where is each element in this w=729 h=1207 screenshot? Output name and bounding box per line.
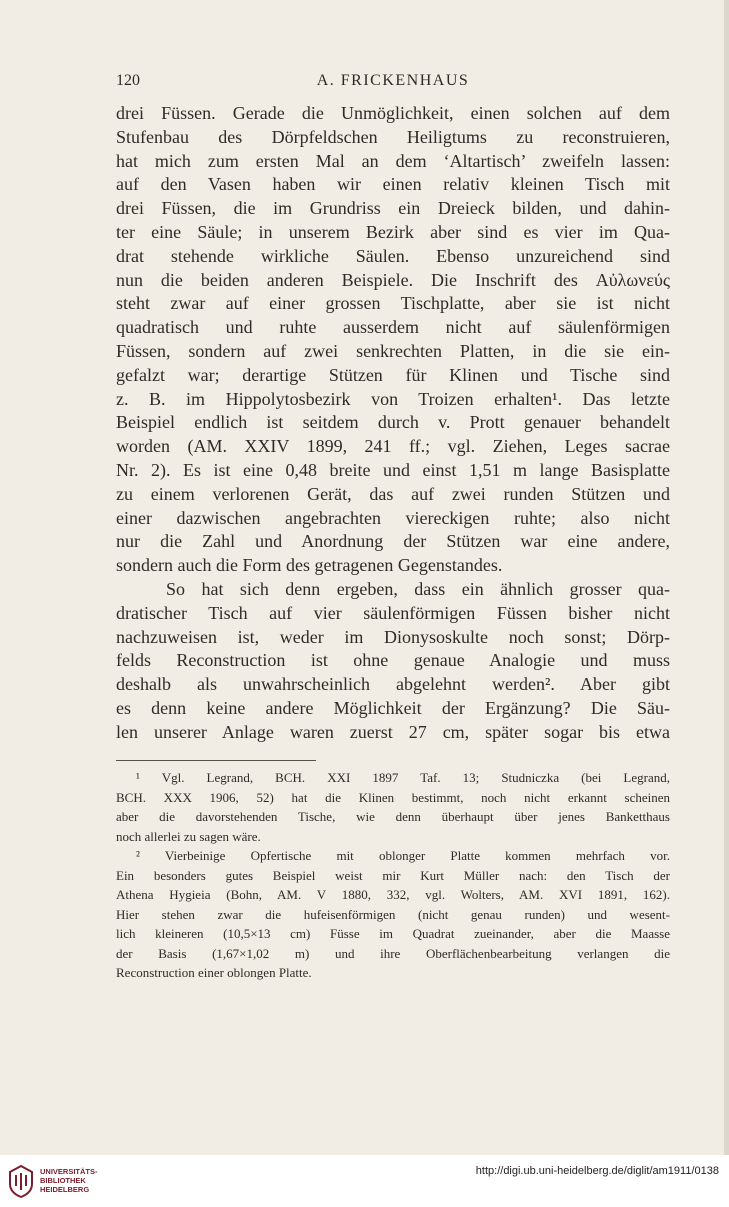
body-line: felds Reconstruction ist ohne genaue Analogie und muss bbox=[116, 650, 670, 671]
body-line: z. B. im Hippolytosbezirk von Troizen erhalten¹. Das letzte bbox=[116, 388, 670, 409]
body-line: Nr. 2). Es ist eine 0,48 breite und einst 1,51 m lange Basisplatte bbox=[116, 459, 670, 480]
body-line: deshalb als unwahrscheinlich abgelehnt werden². Aber gibt bbox=[116, 674, 670, 695]
footnote-line: lich kleineren (10,5×13 cm) Füsse im Quadrat zueinander, aber die Maasse bbox=[116, 926, 670, 941]
body-line: Stufenbau des Dörpfeldschen Heiligtums zu reconstruieren, bbox=[116, 126, 670, 147]
footnote-line: noch allerlei zu sagen wäre. bbox=[116, 828, 261, 844]
footnote-line: ¹ Vgl. Legrand, BCH. XXI 1897 Taf. 13; Studniczka (bei Legrand, bbox=[136, 770, 670, 785]
body-text bbox=[116, 102, 670, 745]
body-line: einer dazwischen angebrachten viereckigen ruhte; also nicht bbox=[116, 507, 670, 528]
library-logo-icon bbox=[8, 1164, 34, 1198]
footnotes bbox=[116, 768, 670, 983]
page-number: 120 bbox=[116, 72, 140, 89]
library-logo-text: UNIVERSITÄTS- BIBLIOTHEK HEIDELBERG bbox=[40, 1167, 98, 1194]
body-line: nun die beiden anderen Beispiele. Die Inschrift des Αὐλωνεύς bbox=[116, 269, 670, 290]
footnote-line: BCH. XXX 1906, 52) hat die Klinen bestimmt, noch nicht erkannt scheinen bbox=[116, 789, 670, 805]
body-line: hat mich zum ersten Mal an dem ‘Altartisch’ zweifeln lassen: bbox=[116, 150, 670, 171]
body-line: nur die Zahl und Anordnung der Stützen war eine andere, bbox=[116, 531, 670, 552]
body-line: dratischer Tisch auf vier säulenförmigen Füssen bisher nicht bbox=[116, 602, 670, 623]
page-header bbox=[116, 72, 670, 94]
body-line: sondern auch die Form des getragenen Gegenstandes. bbox=[116, 555, 503, 576]
footnote-line: Hier stehen zwar die hufeisenförmigen (nicht genau runden) und wesent- bbox=[116, 906, 670, 922]
footnote-line: Ein besonders gutes Beispiel weist mir Kurt Müller nach: den Tisch der bbox=[116, 867, 670, 883]
running-head: A. FRICKENHAUS bbox=[316, 72, 470, 89]
body-line: steht zwar auf einer grossen Tischplatte, aber sie ist nicht bbox=[116, 293, 670, 314]
footnote-line: der Basis (1,67×1,02 m) und ihre Oberflächenbearbeitung verlangen die bbox=[116, 945, 670, 961]
body-line: drei Füssen. Gerade die Unmöglichkeit, einen solchen auf dem bbox=[116, 103, 670, 123]
footnote-line: Athena Hygieia (Bohn, AM. V 1880, 332, vgl. Wolters, AM. XVI 1891, 162). bbox=[116, 887, 670, 902]
body-line: nachzuweisen ist, weder im Dionysoskulte noch sonst; Dörp- bbox=[116, 626, 670, 647]
body-line: ter eine Säule; in unserem Bezirk aber sind es vier im Qua- bbox=[116, 221, 670, 242]
body-line: So hat sich denn ergeben, dass ein ähnlich grosser qua- bbox=[166, 578, 670, 599]
footnote-line: aber die davorstehenden Tische, wie denn überhaupt über jenes Banketthaus bbox=[116, 809, 670, 824]
footnote-line: Reconstruction einer oblongen Platte. bbox=[116, 965, 312, 980]
body-line: zu einem verlorenen Gerät, das auf zwei runden Stützen und bbox=[116, 483, 670, 504]
body-line: Füssen, sondern auf zwei senkrechten Platten, in die sie ein- bbox=[116, 340, 670, 361]
body-line: drei Füssen, die im Grundriss ein Dreieck bilden, und dahin- bbox=[116, 198, 670, 219]
page-edge bbox=[724, 0, 729, 1155]
body-line: auf den Vasen haben wir einen relativ kleinen Tisch mit bbox=[116, 174, 670, 195]
body-line: quadratisch und ruhte ausserdem nicht auf säulenförmigen bbox=[116, 317, 670, 338]
body-line: gefalzt war; derartige Stützen für Klinen und Tische sind bbox=[116, 364, 670, 385]
footnote-line: ² Vierbeinige Opfertische mit oblonger Platte kommen mehrfach vor. bbox=[136, 848, 670, 863]
body-line: worden (AM. XXIV 1899, 241 ff.; vgl. Ziehen, Leges sacrae bbox=[116, 436, 670, 457]
viewer-footer bbox=[0, 1155, 729, 1207]
body-line: Beispiel endlich ist seitdem durch v. Prott genauer behandelt bbox=[116, 412, 670, 433]
permalink-url[interactable]: http://digi.ub.uni-heidelberg.de/diglit/am1911/0138 bbox=[475, 1165, 719, 1177]
body-line: drat stehende wirkliche Säulen. Ebenso unzureichend sind bbox=[116, 245, 670, 266]
footnote-divider bbox=[116, 760, 316, 761]
body-line: len unserer Anlage waren zuerst 27 cm, später sogar bis etwa bbox=[116, 721, 670, 742]
body-line: es denn keine andere Möglichkeit der Ergänzung? Die Säu- bbox=[116, 697, 670, 718]
